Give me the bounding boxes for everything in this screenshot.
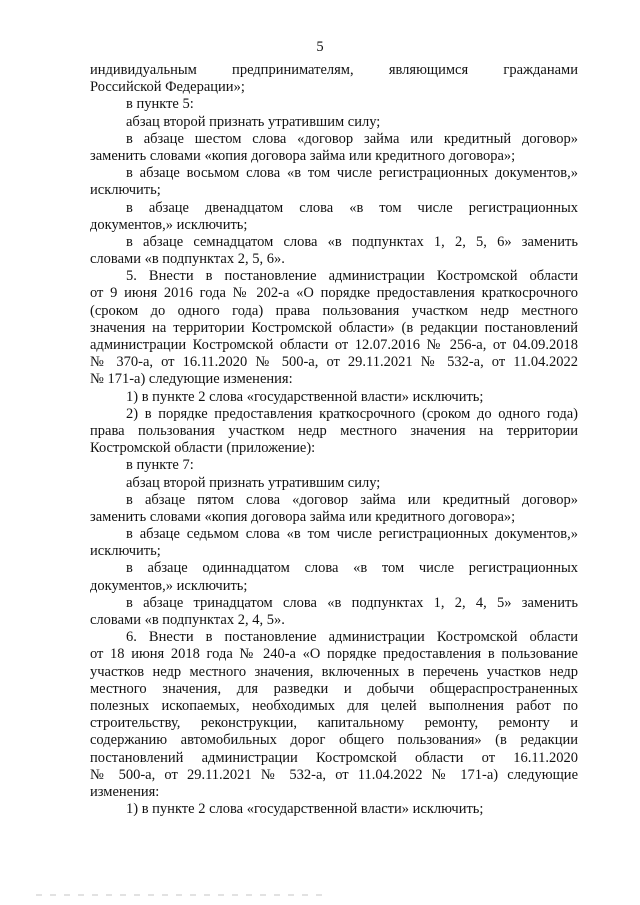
text-line: абзац второй признать утратившим силу; xyxy=(126,113,381,130)
text-line: в абзаце шестом слова «договор займа или кредитный договор» xyxy=(126,130,578,147)
text-line: исключить; xyxy=(90,182,161,199)
text-line: (сроком до одного года) права пользования участком недр местного xyxy=(90,302,578,319)
text-line: № 171-а) следующие изменения: xyxy=(90,371,293,388)
text-line: словами «в подпунктах 2, 4, 5». xyxy=(90,612,285,628)
text-line: содержанию автомобильных дорог общего пользования» (в редакции xyxy=(90,732,578,749)
text-line: исключить; xyxy=(90,543,161,560)
text-line: в абзаце восьмом слова «в том числе регистрационных документов,» xyxy=(126,165,578,182)
text-line: № 500-а, от 29.11.2021 № 532-а, от 11.04.2022 № 171-а) следующие xyxy=(90,766,578,783)
text-line: индивидуальным предпринимателям, являющимся гражданами xyxy=(90,62,578,78)
text-line: значения на территории Костромской области» (в редакции постановлений xyxy=(90,319,578,336)
text-line: заменить словами «копия договора займа или кредитного договора»; xyxy=(90,147,516,164)
scan-artifact xyxy=(36,894,326,896)
text-line: в абзаце одиннадцатом слова «в том числе регистрационных xyxy=(126,560,578,577)
text-line: права пользования участком недр местного значения на территории xyxy=(90,422,578,439)
text-line: от 9 июня 2016 года № 202-а «О порядке предоставления краткосрочного xyxy=(90,285,578,302)
text-line: в абзаце семнадцатом слова «в подпунктах 1, 2, 5, 6» заменить xyxy=(126,233,578,250)
text-line: 5. Внести в постановление администрации Костромской области xyxy=(126,268,578,285)
document-body xyxy=(90,62,578,818)
text-line: 1) в пункте 2 слова «государственной власти» исключить; xyxy=(126,388,484,405)
text-line: 6. Внести в постановление администрации Костромской области xyxy=(126,629,578,646)
text-line: в абзаце тринадцатом слова «в подпунктах 1, 2, 4, 5» заменить xyxy=(126,594,578,611)
text-line: абзац второй признать утратившим силу; xyxy=(126,474,381,491)
text-line: 2) в порядке предоставления краткосрочного (сроком до одного года) xyxy=(126,405,578,422)
page-number: 5 xyxy=(316,39,324,55)
text-line: местного значения, для разведки и добычи общераспространенных xyxy=(90,680,578,697)
text-line: администрации Костромской области от 12.07.2016 № 256-а, от 04.09.2018 xyxy=(90,337,578,353)
text-line: полезных ископаемых, необходимых для целей выполнения работ по xyxy=(90,697,578,714)
text-line: в пункте 5: xyxy=(126,96,194,113)
text-line: постановлений администрации Костромской области от 16.11.2020 xyxy=(90,749,578,766)
text-line: 1) в пункте 2 слова «государственной власти» исключить; xyxy=(126,801,484,818)
text-line: документов,» исключить; xyxy=(90,216,248,233)
text-line: от 18 июня 2018 года № 240-а «О порядке предоставления в пользование xyxy=(90,646,578,663)
text-line: документов,» исключить; xyxy=(90,577,248,594)
text-line: в пункте 7: xyxy=(126,457,194,474)
text-line: словами «в подпунктах 2, 5, 6». xyxy=(90,251,285,268)
text-line: участков недр местного значения, включенных в перечень участков недр xyxy=(90,663,578,680)
text-line: заменить словами «копия договора займа или кредитного договора»; xyxy=(90,508,516,525)
text-line: строительству, реконструкции, капитальному ремонту, ремонту и xyxy=(90,715,578,732)
text-line: Костромской области (приложение): xyxy=(90,440,316,457)
text-line: № 370-а, от 16.11.2020 № 500-а, от 29.11.2021 № 532-а, от 11.04.2022 xyxy=(90,354,578,371)
text-line: в абзаце пятом слова «договор займа или кредитный договор» xyxy=(126,491,578,508)
text-line: в абзаце двенадцатом слова «в том числе регистрационных xyxy=(126,199,578,216)
text-line: Российской Федерации»; xyxy=(90,79,245,96)
text-line: в абзаце седьмом слова «в том числе регистрационных документов,» xyxy=(126,526,578,543)
text-line: изменения: xyxy=(90,783,160,800)
